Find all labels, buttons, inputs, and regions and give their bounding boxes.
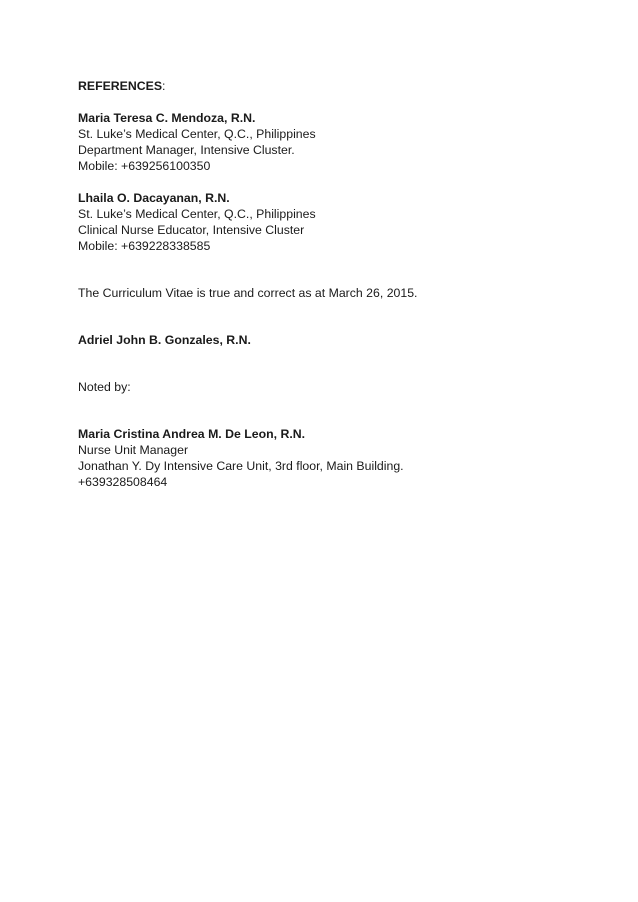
noted-by-line: +639328508464 [78,475,168,489]
signatory-name: Adriel John B. Gonzales, R.N. [78,333,251,347]
spacer [78,254,578,285]
noted-by-name: Maria Cristina Andrea M. De Leon, R.N. [78,427,306,441]
spacer [78,94,578,110]
reference-entry-2 [78,190,578,254]
reference-entry-1 [78,110,578,174]
reference-line: Clinical Nurse Educator, Intensive Cluster [78,223,305,237]
spacer [78,174,578,190]
spacer [78,395,578,426]
references-heading-colon: : [162,79,166,93]
reference-line: St. Luke’s Medical Center, Q.C., Philippines [78,207,316,221]
noted-by-entry [78,426,578,490]
noted-by-label: Noted by: [78,380,131,394]
certification-statement: The Curriculum Vitae is true and correct as at March 26, 2015. [78,286,418,300]
reference-line: Mobile: +639256100350 [78,159,211,173]
reference-line: Department Manager, Intensive Cluster. [78,143,295,157]
reference-name: Maria Teresa C. Mendoza, R.N. [78,111,256,125]
document-content [78,78,578,490]
reference-line: St. Luke’s Medical Center, Q.C., Philippines [78,127,316,141]
noted-by-line: Jonathan Y. Dy Intensive Care Unit, 3rd floor, Main Building. [78,459,404,473]
spacer [78,348,578,379]
reference-line: Mobile: +639228338585 [78,239,211,253]
noted-by-line: Nurse Unit Manager [78,443,189,457]
references-heading-text: REFERENCES [78,79,163,93]
spacer [78,301,578,332]
references-heading [78,78,578,94]
reference-name: Lhaila O. Dacayanan, R.N. [78,191,230,205]
